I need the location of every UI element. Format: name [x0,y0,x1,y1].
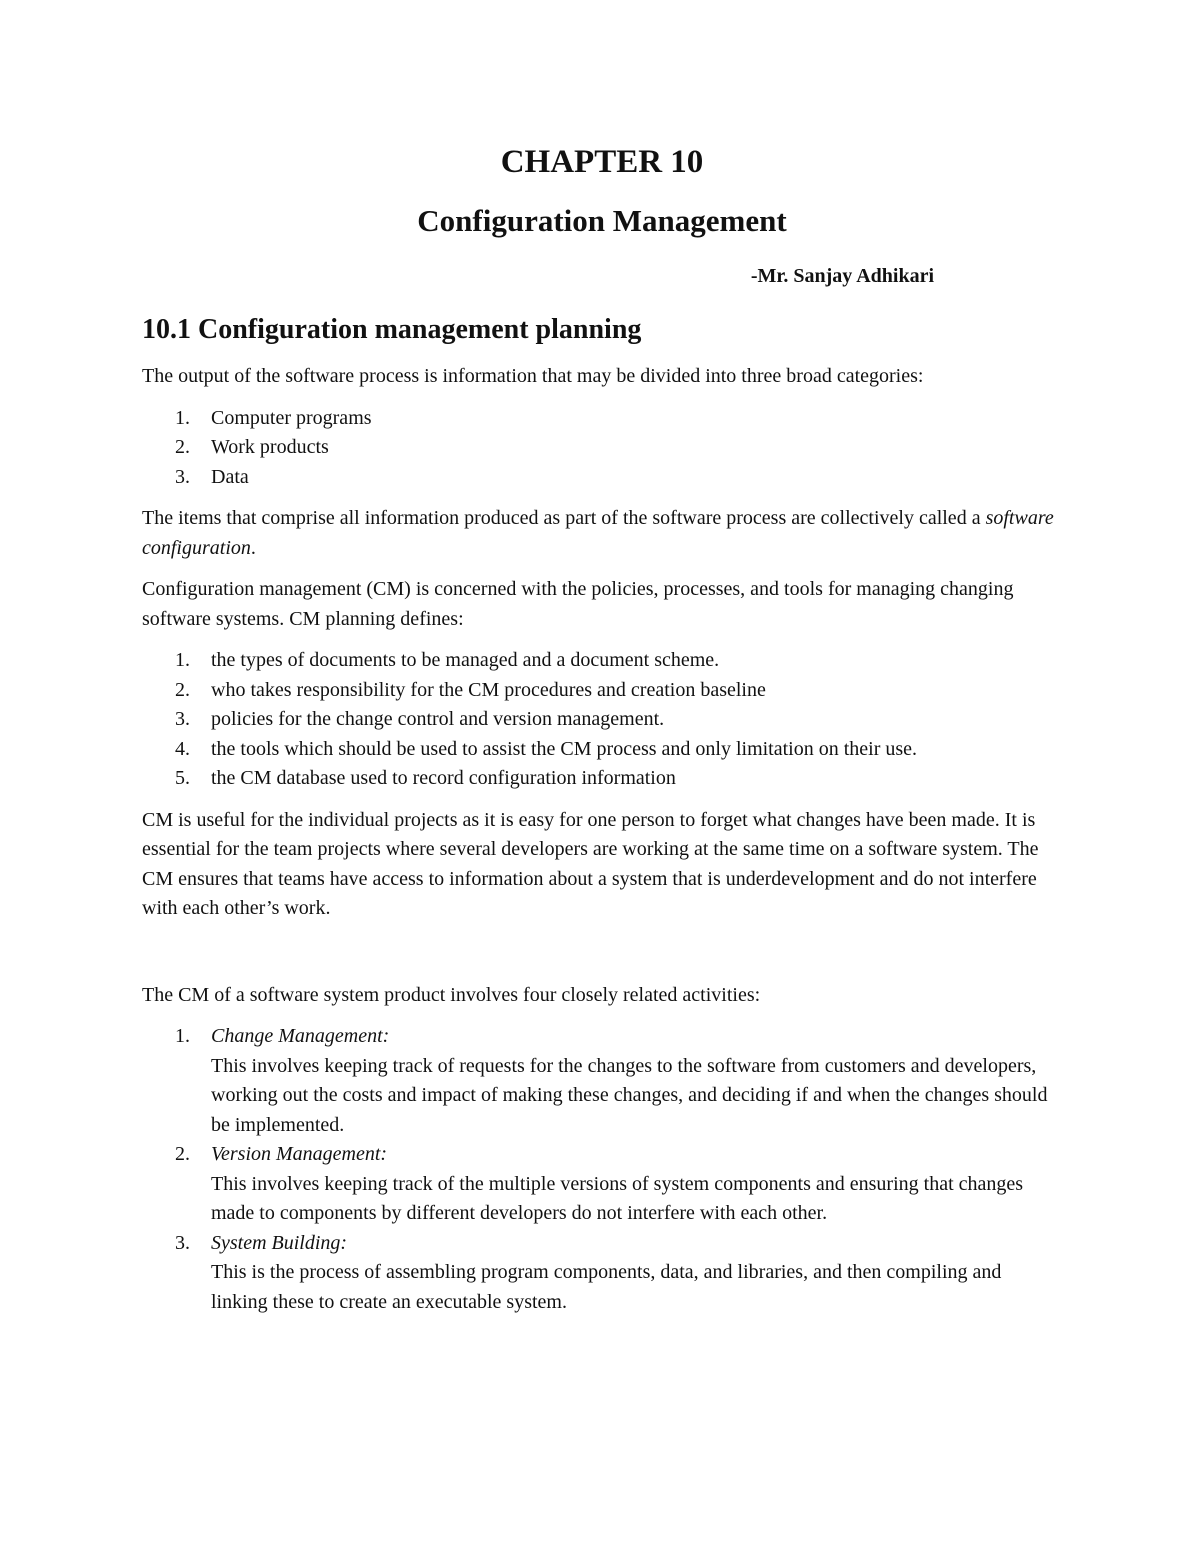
list-item-text: policies for the change control and version management. [211,708,665,730]
document-page [142,140,1062,1317]
section-heading: 10.1 Configuration management planning [142,314,642,345]
list-item [142,463,1062,493]
paragraph-text: . [250,536,256,559]
list-item [142,705,1062,735]
list-number: 1. [175,649,190,671]
list-item [142,433,1062,463]
list-item-text: Work products [211,436,329,458]
list-item [142,676,1062,706]
blank-space [142,924,1062,981]
list-item-text: the types of documents to be managed and a document scheme. [211,649,720,671]
cm-definition-paragraph: Configuration management (CM) is concerned with the policies, processes, and tools for managing changing software systems. CM planning defines: [142,578,1014,630]
cm-activities-list [142,1022,1062,1317]
author-line: -Mr. Sanjay Adhikari [750,265,934,287]
activity-title: System Building: [211,1231,348,1254]
output-categories-list [142,404,1062,493]
emphasis-term: software configuration [142,507,1054,559]
activities-intro-paragraph: The CM of a software system product involves four closely related activities: [142,983,761,1006]
list-item-text: the CM database used to record configuration information [211,767,676,789]
software-configuration-paragraph [142,504,1062,563]
list-item [142,764,1062,794]
cm-usefulness-paragraph: CM is useful for the individual projects as it is easy for one person to forget what changes have been made. It is essential for the team projects where several developers are working at the same time on a software system. The CM ensures that teams have access to information about a system that is underdevelopment and do not interfere with each other’s work. [142,808,1039,919]
list-number: 2. [175,678,190,701]
list-item-text: who takes responsibility for the CM procedures and creation baseline [211,678,766,701]
chapter-heading: CHAPTER 10 [500,144,704,180]
list-item [142,1140,1062,1229]
activity-title: Version Management: [211,1143,388,1165]
list-number: 1. [175,1025,190,1047]
list-item [142,404,1062,434]
list-number: 1. [175,406,190,429]
activity-description: This involves keeping track of requests for the changes to the software from customers and developers, working out the costs and impact of making these changes, and deciding if and when the changes should be implemented. [211,1054,1048,1136]
intro-paragraph: The output of the software process is information that may be divided into three broad categories: [142,365,924,387]
activity-description: This is the process of assembling program components, data, and libraries, and then compiling and linking these to create an executable system. [211,1261,1002,1313]
list-item-text: Data [211,465,249,488]
list-item-text: Computer programs [211,406,372,429]
list-number: 5. [175,767,190,789]
list-number: 2. [175,436,190,458]
activity-description: This involves keeping track of the multiple versions of system components and ensuring that changes made to components by different developers do not interfere with each other. [211,1172,1024,1224]
list-item [142,735,1062,765]
list-item-text: the tools which should be used to assist the CM process and only limitation on their use. [211,737,918,760]
activity-title: Change Management: [211,1025,390,1047]
list-item [142,646,1062,676]
list-number: 4. [175,737,190,760]
list-number: 3. [175,708,190,730]
list-number: 3. [175,465,190,488]
list-item [142,1229,1062,1318]
list-number: 3. [175,1231,190,1254]
paragraph-text: The items that comprise all information produced as part of the software process are collectively called a [142,507,986,529]
list-item [142,1022,1062,1140]
list-number: 2. [175,1143,190,1165]
document-title: Configuration Management [417,203,787,238]
cm-planning-list [142,646,1062,794]
